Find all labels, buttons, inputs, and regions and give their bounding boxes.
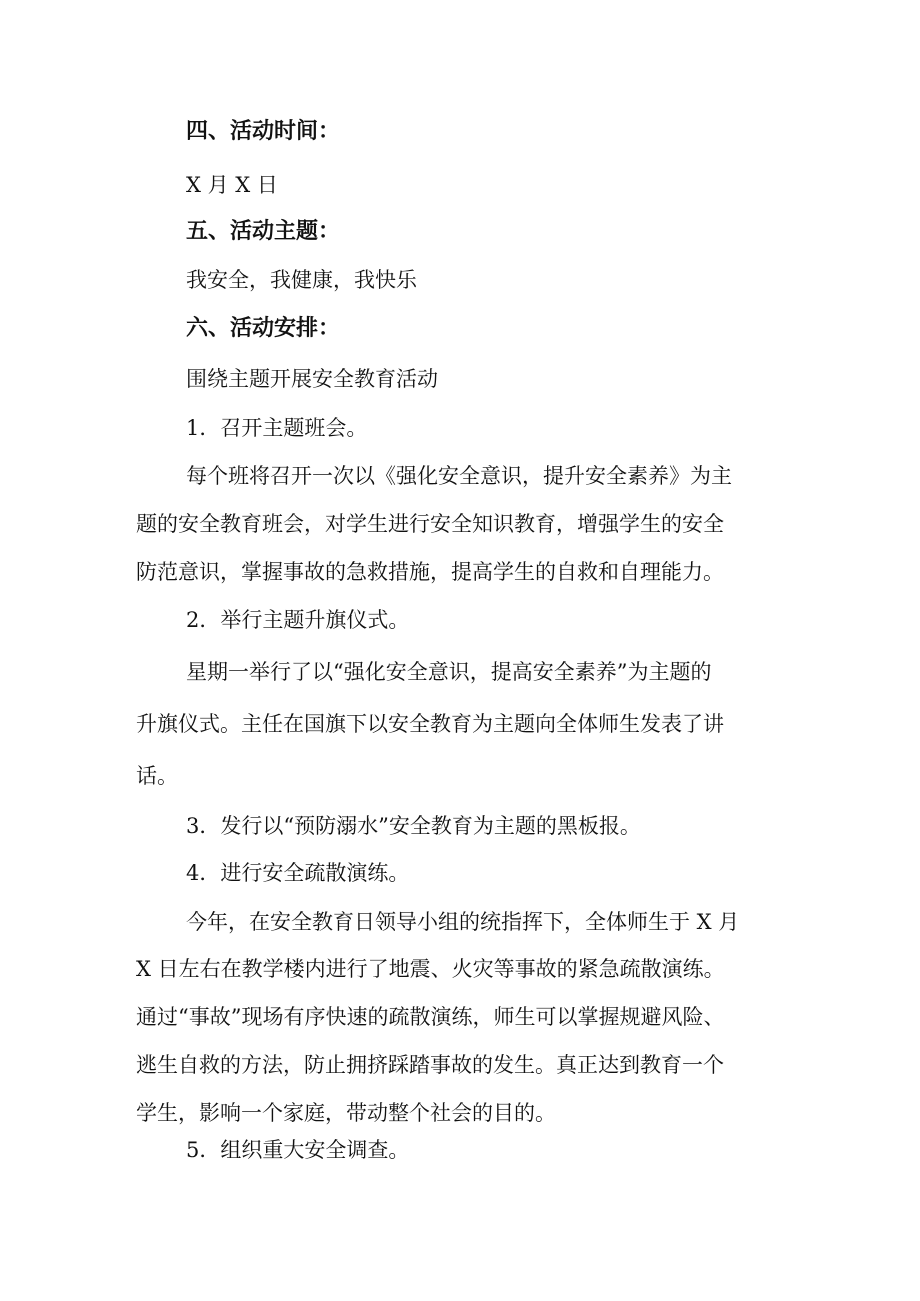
activity-date: X 月 X 日 <box>186 173 278 197</box>
section-heading-activity-theme: 五、活动主题： <box>186 219 341 244</box>
section-heading-activity-arrangement: 六、活动安排： <box>186 316 341 341</box>
paragraph-line: 题的安全教育班会，对学生进行安全知识教育，增强学生的安全 <box>136 512 724 536</box>
item-2-title: 2．举行主题升旗仪式。 <box>186 608 410 632</box>
activity-theme-text: 我安全，我健康，我快乐 <box>186 268 417 292</box>
item-4-title: 4．进行安全疏散演练。 <box>186 861 410 885</box>
item-3-title: 3．发行以“预防溺水”安全教育为主题的黑板报。 <box>186 814 641 838</box>
paragraph-line: X 日左右在教学楼内进行了地震、火灾等事故的紧急疏散演练。 <box>136 957 725 981</box>
paragraph-line: 通过“事故”现场有序快速的疏散演练，师生可以掌握规避风险、 <box>136 1005 725 1029</box>
paragraph-line: 星期一举行了以“强化安全意识，提高安全素养”为主题的 <box>186 660 712 684</box>
paragraph-line: 防范意识，掌握事故的急救措施，提高学生的自救和自理能力。 <box>136 560 724 584</box>
paragraph-line: 学生，影响一个家庭，带动整个社会的目的。 <box>136 1101 556 1125</box>
paragraph-line: 每个班将召开一次以《强化安全意识，提升安全素养》为主 <box>186 464 732 488</box>
paragraph-line: 逃生自救的方法，防止拥挤踩踏事故的发生。真正达到教育一个 <box>136 1053 724 1077</box>
item-1-title: 1．召开主题班会。 <box>186 416 368 440</box>
paragraph-line: 今年，在安全教育日领导小组的统指挥下，全体师生于 X 月 <box>186 910 740 934</box>
item-5-title: 5．组织重大安全调查。 <box>186 1138 410 1162</box>
arrangement-intro: 围绕主题开展安全教育活动 <box>186 367 438 391</box>
paragraph-line: 升旗仪式。主任在国旗下以安全教育为主题向全体师生发表了讲 <box>136 712 724 736</box>
section-heading-activity-time: 四、活动时间： <box>186 119 341 144</box>
paragraph-line: 话。 <box>136 764 178 788</box>
